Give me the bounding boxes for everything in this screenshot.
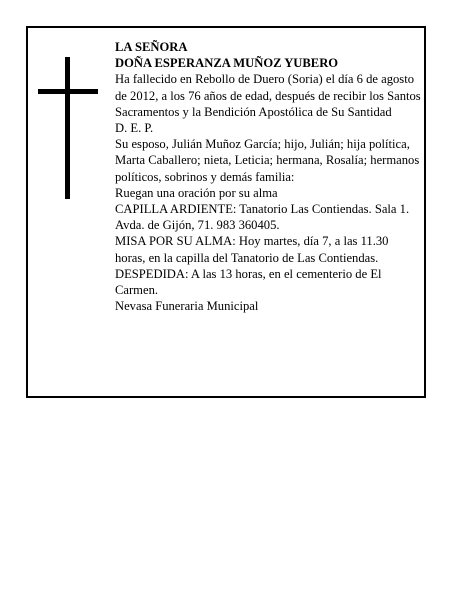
obituary-notice	[26, 26, 426, 398]
cross-vertical-bar	[65, 57, 70, 199]
notice-title-line1: LA SEÑORA	[115, 40, 188, 54]
cross-icon	[38, 57, 98, 199]
notice-prayer-request: Ruegan una oración por su alma	[115, 185, 278, 200]
notice-funeral-home: Nevasa Funeraria Municipal	[115, 299, 259, 314]
notice-mass: MISA POR SU ALMA: Hoy martes, día 7, a las 11.30 horas, en la capilla del Tanatorio de Las Contiendas.	[115, 234, 389, 265]
notice-farewell: DESPEDIDA: A las 13 horas, en el cementerio de El Carmen.	[115, 266, 382, 298]
notice-family: Su esposo, Julián Muñoz García; hijo, Julián; hija política, Marta Caballero; nieta, Leticia; hermana, Rosalía; hermanos políticos, sobrinos y demás familia:	[115, 137, 420, 184]
cross-horizontal-bar	[38, 89, 98, 94]
notice-text	[115, 39, 421, 314]
notice-title-line2: DOÑA ESPERANZA MUÑOZ YUBERO	[115, 56, 339, 71]
notice-death-statement: Ha fallecido en Rebollo de Duero (Soria) el día 6 de agosto de 2012, a los 76 años de edad, después de recibir los Santos Sacramentos y la Bendición Apostólica de Su Santidad	[115, 72, 421, 119]
notice-chapel: CAPILLA ARDIENTE: Tanatorio Las Contiendas. Sala 1. Avda. de Gijón, 71. 983 360405.	[115, 202, 410, 233]
notice-rip: D. E. P.	[115, 121, 154, 136]
